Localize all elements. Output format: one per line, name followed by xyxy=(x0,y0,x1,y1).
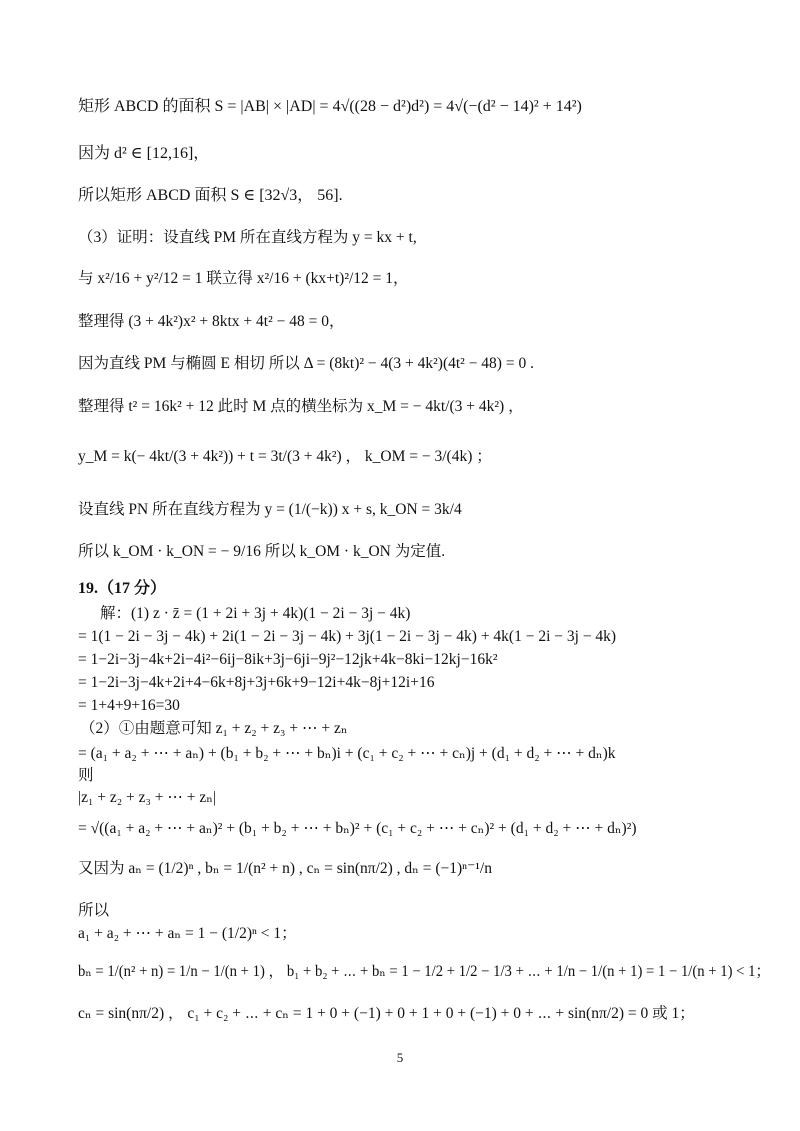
text-line: 解：(1) z · z̄ = (1 + 2i + 3j + 4k)(1 − 2i − 3j − 4k) xyxy=(100,605,411,622)
page-number: 5 xyxy=(396,1050,404,1065)
text-line: y_M = k(− 4kt/(3 + 4k²)) + t = 3t/(3 + 4k²) ， k_OM = − 3/(4k) ； xyxy=(78,448,492,465)
text-line: （2）①由题意可知 z₁ + z₂ + z₃ + ⋯ + zₙ xyxy=(80,720,348,737)
text-line: 矩形 ABCD 的面积 S = |AB| × |AD| = 4√((28 − d²)d²) = 4√(−(d² − 14)² + 14²) xyxy=(78,98,582,115)
text-line: = 1−2i−3j−4k+2i−4i²−6ij−8ik+3j−6ji−9j²−12jk+4k−8ki−12kj−16k² xyxy=(78,651,498,668)
text-line: 与 x²/16 + y²/12 = 1 联立得 x²/16 + (kx+t)²/12 = 1， xyxy=(78,270,409,287)
text-line: 因为直线 PM 与椭圆 E 相切 所以 Δ = (8kt)² − 4(3 + 4k²)(4t² − 48) = 0 . xyxy=(78,355,534,372)
text-line: 整理得 (3 + 4k²)x² + 8ktx + 4t² − 48 = 0， xyxy=(78,313,345,330)
text-line: （3）证明：设直线 PM 所在直线方程为 y = kx + t, xyxy=(78,229,417,246)
text-line: 又因为 aₙ = (1/2)ⁿ , bₙ = 1/(n² + n) , cₙ = sin(nπ/2) , dₙ = (−1)ⁿ⁻¹/n xyxy=(78,860,492,877)
text-line: cₙ = sin(nπ/2) ， c₁ + c₂ + ⋯ + cₙ = 1 + 0 + (−1) + 0 + 1 + 0 + (−1) + 0 + ⋯ + sin(nπ/2) = 0 或 1； xyxy=(78,1005,695,1022)
text-line: 所以 xyxy=(78,902,110,919)
text-line: = (a₁ + a₂ + ⋯ + aₙ) + (b₁ + b₂ + ⋯ + bₙ)i + (c₁ + c₂ + ⋯ + cₙ)j + (d₁ + d₂ + ⋯ + dₙ)k xyxy=(78,745,616,762)
text-line: 因为 d² ∈ [12,16]， xyxy=(78,145,210,162)
text-line: = √((a₁ + a₂ + ⋯ + aₙ)² + (b₁ + b₂ + ⋯ + bₙ)² + (c₁ + c₂ + ⋯ + cₙ)² + (d₁ + d₂ + ⋯ + dₙ)²) xyxy=(78,820,637,837)
text-line: 则 xyxy=(78,767,94,784)
text-line: 设直线 PN 所在直线方程为 y = (1/(−k)) x + s, k_ON = 3k/4 xyxy=(78,501,462,518)
section-heading: 19.（17 分） xyxy=(78,580,167,597)
text-line: bₙ = 1/(n² + n) = 1/n − 1/(n + 1) ， b₁ + b₂ + ⋯ + bₙ = 1 − 1/2 + 1/2 − 1/3 + ⋯ + 1/n − 1/(n + 1) = 1 − 1/(n + 1) < 1； xyxy=(78,963,771,980)
text-line: 整理得 t² = 16k² + 12 此时 M 点的横坐标为 x_M = − 4kt/(3 + 4k²) ， xyxy=(78,398,524,415)
text-line: = 1+4+9+16=30 xyxy=(78,697,180,714)
text-line: 所以 k_OM · k_ON = − 9/16 所以 k_OM · k_ON 为定值. xyxy=(78,543,446,560)
text-line: 所以矩形 ABCD 面积 S ∈ [32√3， 56]. xyxy=(78,187,343,204)
text-line: a₁ + a₂ + ⋯ + aₙ = 1 − (1/2)ⁿ < 1； xyxy=(78,925,297,942)
text-line: |z₁ + z₂ + z₃ + ⋯ + zₙ| xyxy=(78,789,217,806)
text-line: = 1(1 − 2i − 3j − 4k) + 2i(1 − 2i − 3j − 4k) + 3j(1 − 2i − 3j − 4k) + 4k(1 − 2i − 3j − 4k) xyxy=(78,628,617,645)
text-line: = 1−2i−3j−4k+2i+4−6k+8j+3j+6k+9−12i+4k−8j+12i+16 xyxy=(78,674,435,691)
